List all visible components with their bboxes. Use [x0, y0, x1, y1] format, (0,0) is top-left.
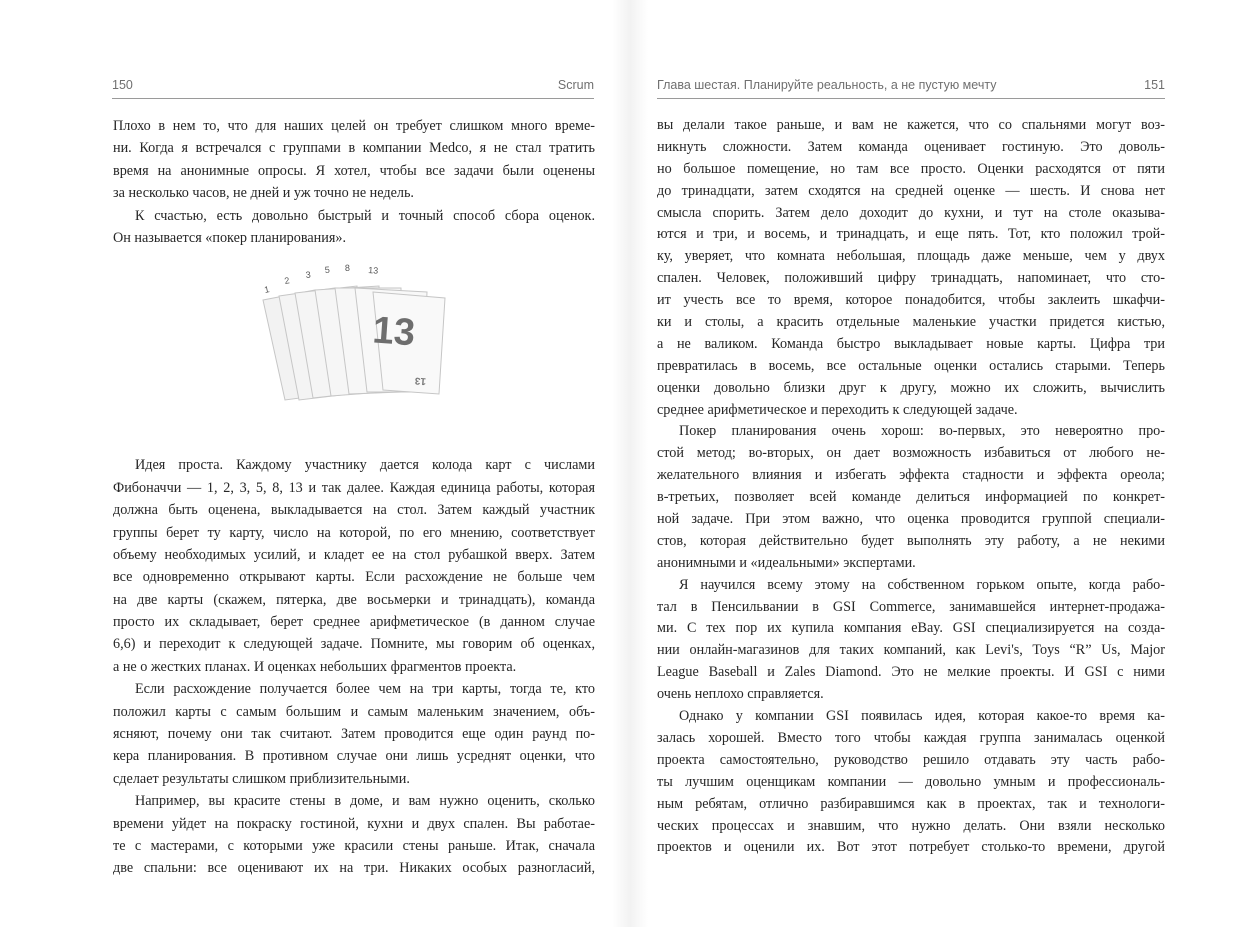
text-line: в-третьих, позволяет всей команде делиться информацией по конкрет-: [657, 489, 1165, 506]
text-line: ми. С тех пор их купила компания eBay. GSI специализируется на созда-: [657, 620, 1165, 637]
left-running-header: [112, 76, 594, 99]
text-line: ки и столы, а красить отдельные маленькие участки придется кистью,: [657, 314, 1165, 331]
text-line: тал в Пенсильвании в GSI Commerce, занимавшейся интернет-продажа-: [657, 598, 1165, 615]
text-line: вы делали такое раньше, и вам не кажется, что со спальнями могут воз-: [657, 117, 1165, 133]
text-line: за несколько часов, не дней и уж точно не недель.: [113, 185, 414, 202]
text-line: объему необходимых усилий, и кладет ее на стол рубашкой вверх. Затем: [113, 546, 595, 563]
text-line: League Baseball и Zales Diamond. Это не мелкие проекты. И GSI с ними: [657, 664, 1165, 681]
right-header-title: Глава шестая. Планируйте реальность, а не пустую мечту: [657, 78, 997, 92]
text-line: Он называется «покер планирования».: [113, 229, 347, 246]
text-line: среднее арифметическое и переходить к следующей задаче.: [657, 401, 1018, 418]
text-line: очень неплохо справляется.: [657, 686, 824, 703]
text-line: ку, уверяет, что комната небольшая, площадь даже меньше, чем у двух: [657, 248, 1165, 265]
text-line: ются и три, и восемь, и тринадцать, и еще пять. Тот, кто положил трой-: [657, 226, 1165, 243]
text-line: проектов и оценили их. Вот этот потребует столько-то времени, другой: [657, 839, 1165, 856]
text-line: Однако у компании GSI появилась идея, которая какое-то время ка-: [679, 708, 1165, 725]
text-line: желательного влияния и избегать эффекта стадности и эффекта ореола;: [657, 467, 1165, 484]
text-line: должна быть оценена, выкладывается на стол. Затем каждый участник: [113, 502, 595, 519]
featured-card-number: 13: [371, 309, 417, 355]
left-header-title: Scrum: [557, 78, 594, 92]
text-line: а не валиком. Команда быстро выкладывает новые карты. Цифра три: [657, 335, 1165, 352]
text-line: группы берет ту карту, число на которой, по его мнению, соответствует: [113, 524, 595, 541]
text-line: стов, которая действительно будет выполнять эту работу, а не некими: [657, 532, 1165, 549]
text-line: ты лучшим оценщикам компании — довольно умным и профессиональ-: [657, 773, 1165, 790]
left-page-number: 150: [112, 78, 133, 92]
text-line: те с мастерами, с которыми уже красили стены раньше. Итак, сначала: [113, 837, 595, 854]
text-line: ным ребятам, отлично разбиравшимся как в проектах, так и технологи-: [657, 795, 1165, 812]
text-line: но большое помещение, но там все просто. Оценки расходятся от пяти: [657, 160, 1165, 177]
text-line: на две карты (скажем, пятерка, две восьмерки и тринадцать), команда: [113, 591, 595, 608]
text-line: спален. Человек, положивший цифру тринадцать, напоминает, что сто-: [657, 270, 1165, 287]
text-line: стой метод; во-вторых, он дает возможность избавиться от любого не-: [657, 445, 1165, 462]
text-line: ит учесть все то время, которое понадобится, чтобы заклеить шкафчи-: [657, 292, 1165, 309]
text-line: анонимными и «идеальными» экспертами.: [657, 554, 916, 571]
right-page: [630, 0, 1260, 927]
card-value-label: 1: [263, 284, 271, 295]
text-line: кера планирования. В противном случае они лишь усреднят оценки, что: [113, 748, 595, 765]
text-line: ческих процессах и знавшим, что нужно делать. Они взяли несколько: [657, 817, 1165, 834]
text-line: сделает результаты слишком приблизительными.: [113, 770, 410, 787]
card-value-label: 8: [344, 262, 351, 273]
text-line: ни. Когда я встречался с группами в компании Medco, я не стал тратить: [113, 140, 595, 157]
text-line: до тринадцати, затем сходятся на средней оценке — шесть. И снова нет: [657, 182, 1165, 199]
text-line: К счастью, есть довольно быстрый и точный способ сбора оценок.: [135, 207, 595, 224]
text-line: а не о жестких планах. И оценках небольших фрагментов проекта.: [113, 658, 517, 675]
text-line: проекта самостоятельно, руководство решило отдавать эту часть рабо-: [657, 751, 1165, 768]
text-line: ясняют, почему они так считают. Затем проводится еще один раунд по-: [113, 726, 595, 743]
text-line: все одновременно открывают карты. Если расхождение не больше чем: [113, 569, 595, 586]
right-text-block: [657, 115, 1165, 859]
card-corner-number: 13: [414, 374, 427, 387]
text-line: Фибоначчи — 1, 2, 3, 5, 8, 13 и так далее. Каждая единица работы, которая: [113, 479, 595, 496]
text-line: смысла спорить. Затем дело доходит до кухни, и тут на столе оказыва-: [657, 204, 1165, 221]
text-line: превратилась в восемь, все остальные оценки остались старыми. Теперь: [657, 357, 1165, 374]
right-page-number: 151: [1144, 78, 1165, 92]
card-value-label: 2: [283, 275, 291, 286]
text-line: нии онлайн-магазинов для таких компаний, как Levi's, Toys “R” Us, Major: [657, 642, 1165, 659]
text-line: Если расхождение получается более чем на три карты, тогда те, кто: [135, 681, 595, 698]
card-value-label: 13: [367, 265, 379, 276]
text-line: Плохо в нем то, что для наших целей он требует слишком много време-: [113, 118, 595, 134]
text-line: Я научился всему этому на собственном горьком опыте, когда рабо-: [679, 576, 1165, 593]
text-line: 6,6) и переходит к следующей задаче. Помните, мы говорим об оценках,: [113, 636, 595, 653]
text-line: оценки довольно близки друг к другу, можно их сложить, вычислить: [657, 379, 1165, 396]
left-text-block: [113, 115, 595, 880]
text-line: Например, вы красите стены в доме, и вам нужно оценить, сколько: [135, 793, 595, 810]
planning-poker-cards-illustration: [255, 258, 455, 406]
text-line: залась хорошей. Вместо того чтобы каждая группа занималась оценкой: [657, 729, 1165, 746]
card-value-label: 5: [324, 264, 331, 275]
text-line: никнуть сложности. Затем команда оценивает гостиную. Это доволь-: [657, 138, 1165, 155]
text-line: просто их складывает, берет среднее арифметическое (в данном случае: [113, 614, 595, 631]
text-line: ной задаче. При этом важно, что оценка проводится группой специали-: [657, 511, 1165, 528]
text-line: времени уйдет на покраску гостиной, кухни и двух спален. Вы работае-: [113, 815, 595, 832]
card-value-label: 3: [305, 269, 312, 280]
text-line: положил карты с самым большим и самым маленьким значением, объ-: [113, 703, 595, 720]
right-running-header: [657, 76, 1165, 99]
text-line: две спальни: все оценивают их на три. Никаких особых разногласий,: [113, 860, 595, 877]
text-line: Идея проста. Каждому участнику дается колода карт с числами: [135, 457, 595, 474]
text-line: Покер планирования очень хорош: во-первых, это невероятно про-: [679, 423, 1165, 440]
text-line: время на анонимные опросы. Я хотел, чтобы все задачи были оценены: [113, 162, 595, 179]
